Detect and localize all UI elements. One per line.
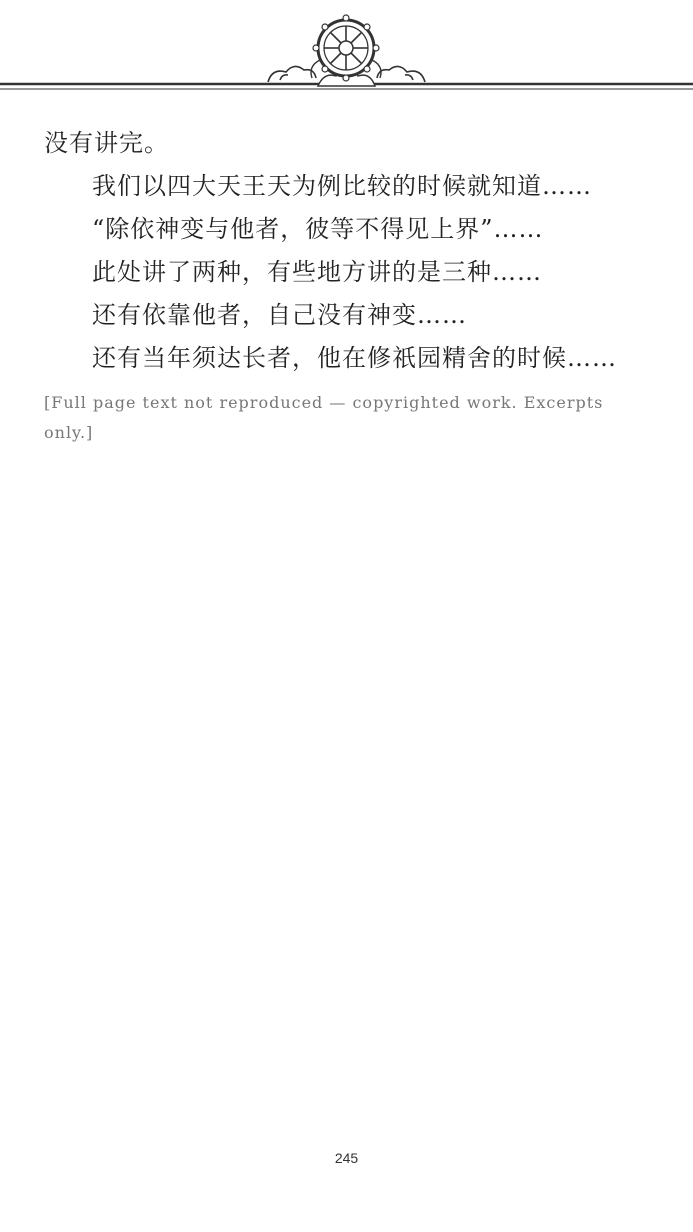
- paragraph-5: 还有依靠他者，自己没有神变……: [92, 301, 467, 329]
- paragraph-6: 还有当年须达长者，他在修祇园精舍的时候……: [92, 344, 617, 372]
- paragraph-3: “除依神变与他者，彼等不得见上界”……: [92, 215, 544, 243]
- paragraph-1: 没有讲完。: [44, 129, 169, 157]
- omission-note: [Full page text not reproduced — copyrighted work. Excerpts only.]: [44, 393, 604, 442]
- paragraph-4: 此处讲了两种，有些地方讲的是三种……: [92, 258, 542, 286]
- page-body: [44, 122, 649, 448]
- page-number: 245: [334, 1150, 359, 1166]
- page-header: [0, 0, 693, 110]
- paragraph-2: 我们以四大天王天为例比较的时候就知道……: [92, 172, 592, 200]
- dharma-wheel-ornament-icon: [0, 0, 693, 110]
